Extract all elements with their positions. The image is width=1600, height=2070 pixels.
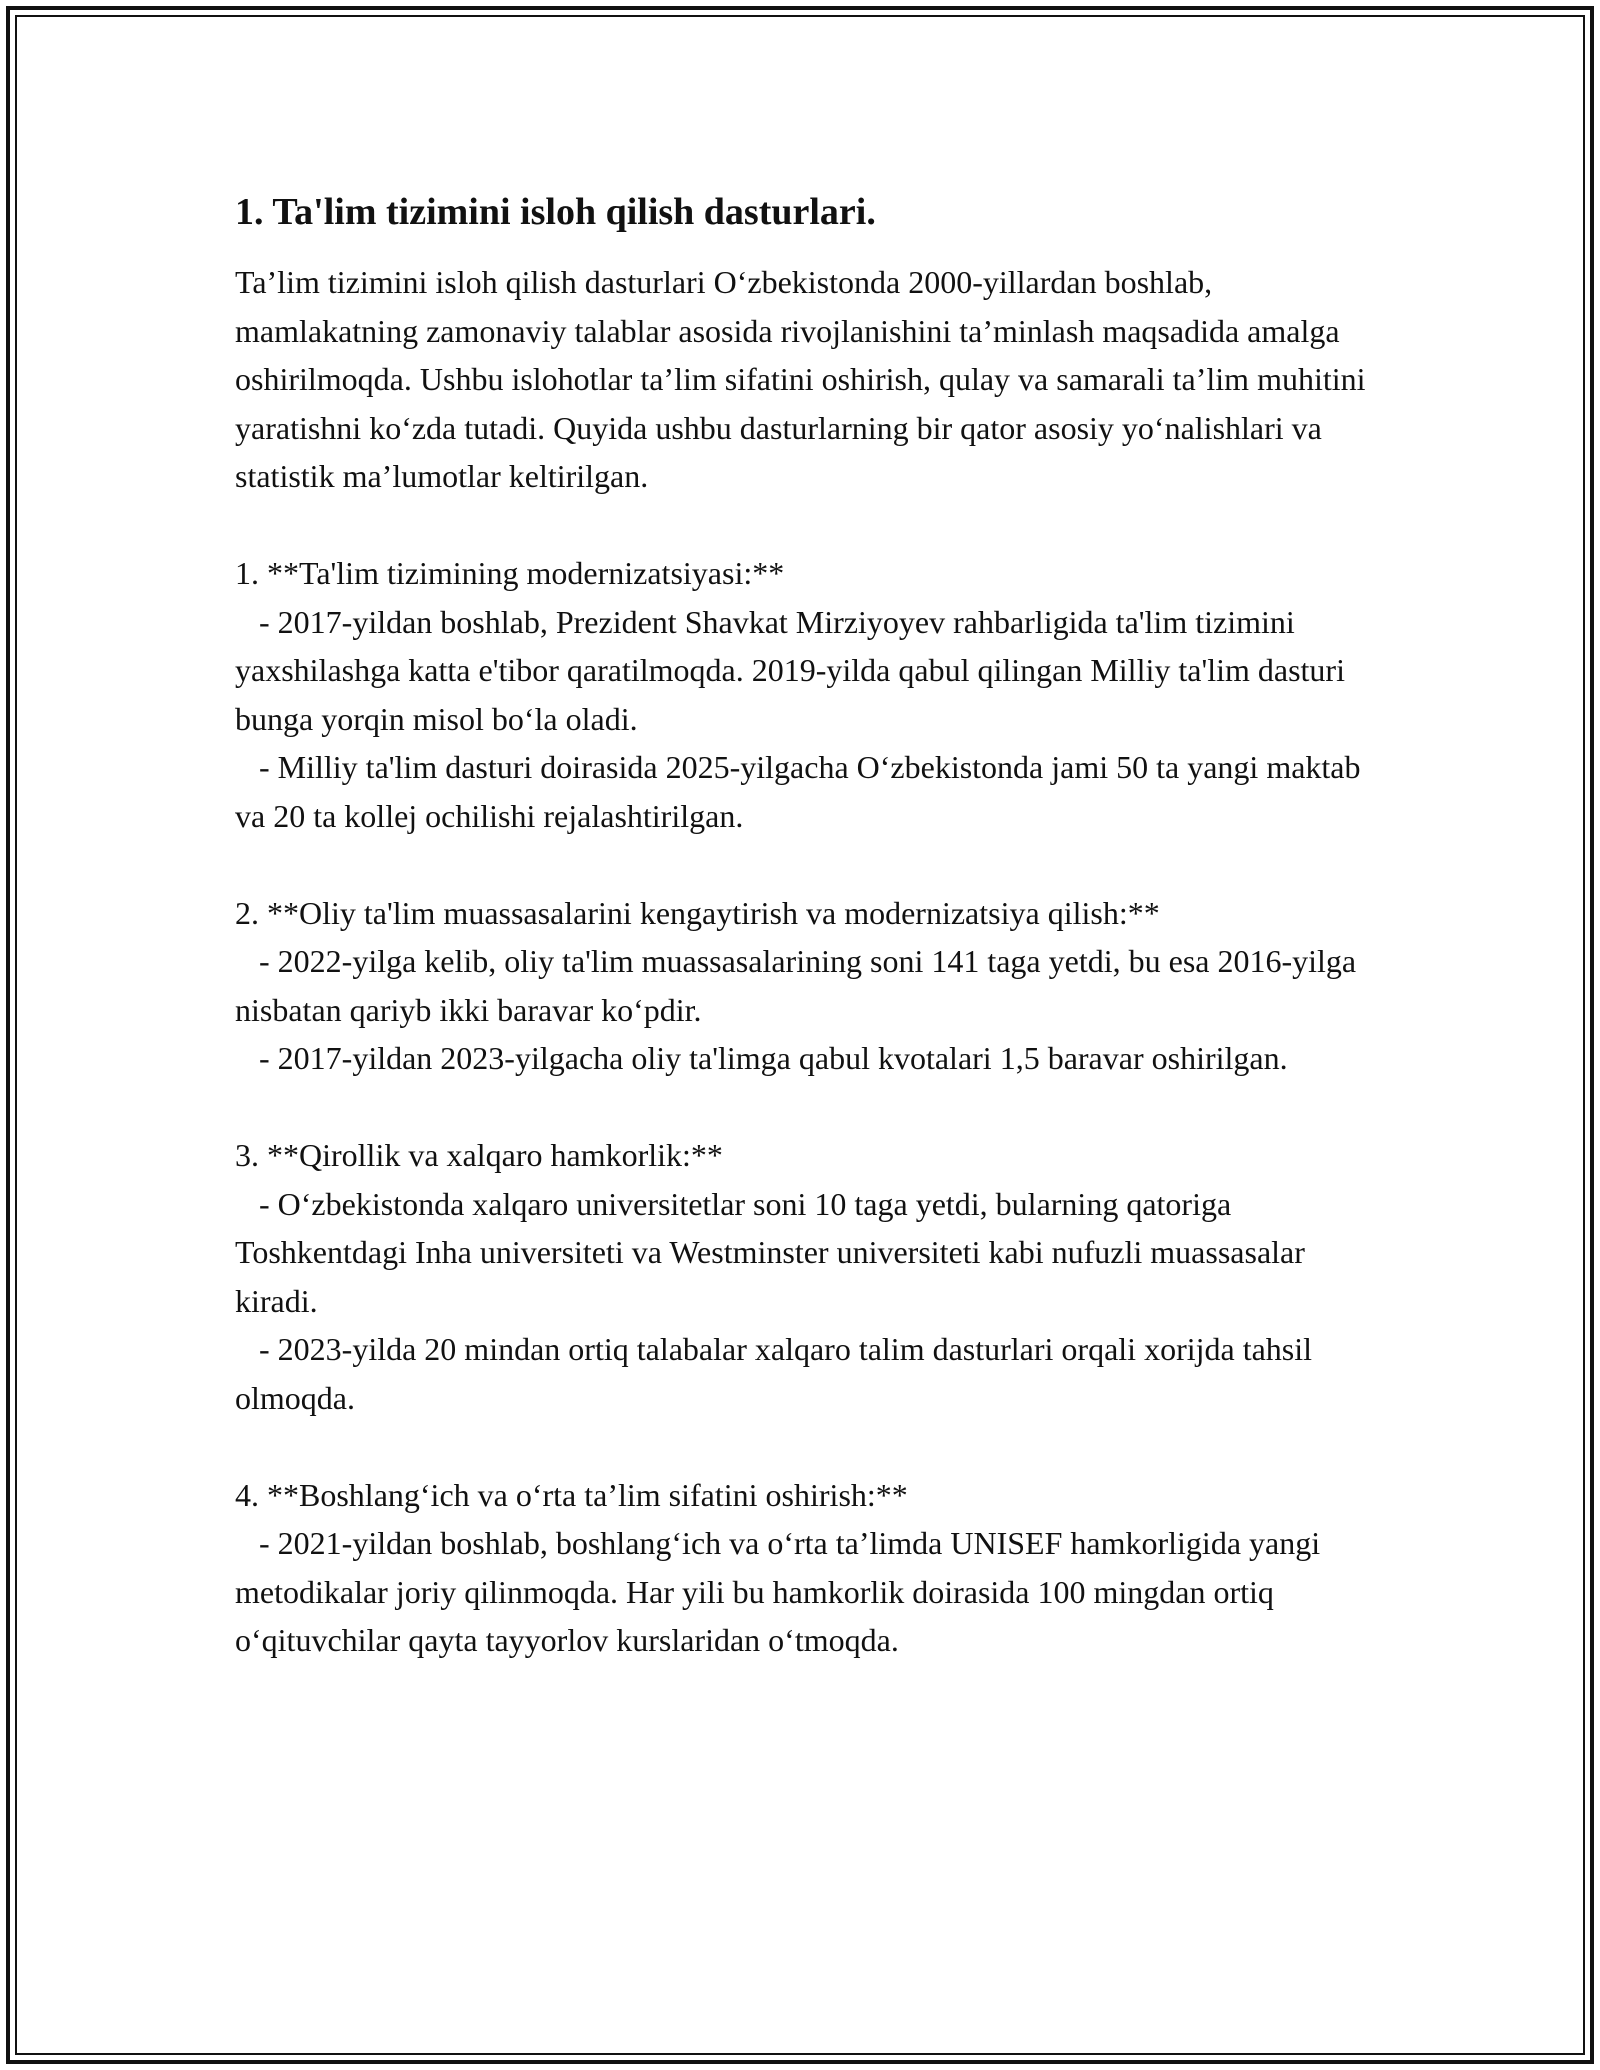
document-heading: 1. Ta'lim tizimini isloh qilish dasturlari.	[235, 191, 876, 233]
list-item: - 2023-yilda 20 mindan ortiq talabalar xalqaro talim dasturlari orqali xorijda tahsil olmoqda.	[235, 1331, 1321, 1416]
section-title: 1. **Ta'lim tizimining modernizatsiyasi:**	[235, 555, 785, 591]
section-international	[235, 1131, 1385, 1422]
section-higher-education	[235, 889, 1385, 1083]
list-item: - 2017-yildan boshlab, Prezident Shavkat Mirziyoyev rahbarligida ta'lim tizimini yaxshilashga katta e'tibor qaratilmoqda. 2019-yilda qabul qilingan Milliy ta'lim dasturi bunga yorqin misol bo‘la oladi.	[235, 603, 1353, 737]
list-item: - 2017-yildan 2023-yilgacha oliy ta'limga qabul kvotalari 1,5 baravar oshirilgan.	[235, 1040, 1288, 1076]
section-title: 3. **Qirollik va xalqaro hamkorlik:**	[235, 1137, 723, 1173]
list-item: - 2022-yilga kelib, oliy ta'lim muassasalarining soni 141 taga yetdi, bu esa 2016-yilga nisbatan qariyb ikki baravar ko‘pdir.	[235, 943, 1365, 1028]
section-primary-secondary	[235, 1471, 1385, 1665]
section-title: 4. **Boshlang‘ich va o‘rta ta’lim sifatini oshirish:**	[235, 1476, 908, 1513]
list-item: - Milliy ta'lim dasturi doirasida 2025-yilgacha O‘zbekistonda jami 50 ta yangi maktab va 20 ta kollej ochilishi rejalashtirilgan.	[235, 749, 1369, 834]
document-body	[235, 188, 1385, 1665]
section-title: 2. **Oliy ta'lim muassasalarini kengaytirish va modernizatsiya qilish:**	[235, 894, 1160, 931]
intro-paragraph: Ta’lim tizimini isloh qilish dasturlari O‘zbekistonda 2000-yillardan boshlab, mamlakatning zamonaviy talablar asosida rivojlanishini ta’minlash maqsadida amalga oshirilmoqda. Ushbu islohotlar ta’lim sifatini oshirish, qulay va samarali ta’lim muhitini yaratishni ko‘zda tutadi. Quyida ushbu dasturlarning bir qator asosiy yo‘nalishlari va statistik ma’lumotlar keltirilgan.	[235, 264, 1374, 494]
section-modernization	[235, 549, 1385, 840]
list-item: - 2021-yildan boshlab, boshlang‘ich va o‘rta ta’limda UNISEF hamkorligida yangi metodikalar joriy qilinmoqda. Har yili bu hamkorlik doirasida 100 mingdan ortiq o‘qituvchilar qayta tayyorlov kurslaridan o‘tmoqda.	[235, 1525, 1329, 1658]
list-item: - O‘zbekistonda xalqaro universitetlar soni 10 taga yetdi, bularning qatoriga Toshkentdagi Inha universiteti va Westminster universiteti kabi nufuzli muassasalar kiradi.	[235, 1185, 1313, 1319]
